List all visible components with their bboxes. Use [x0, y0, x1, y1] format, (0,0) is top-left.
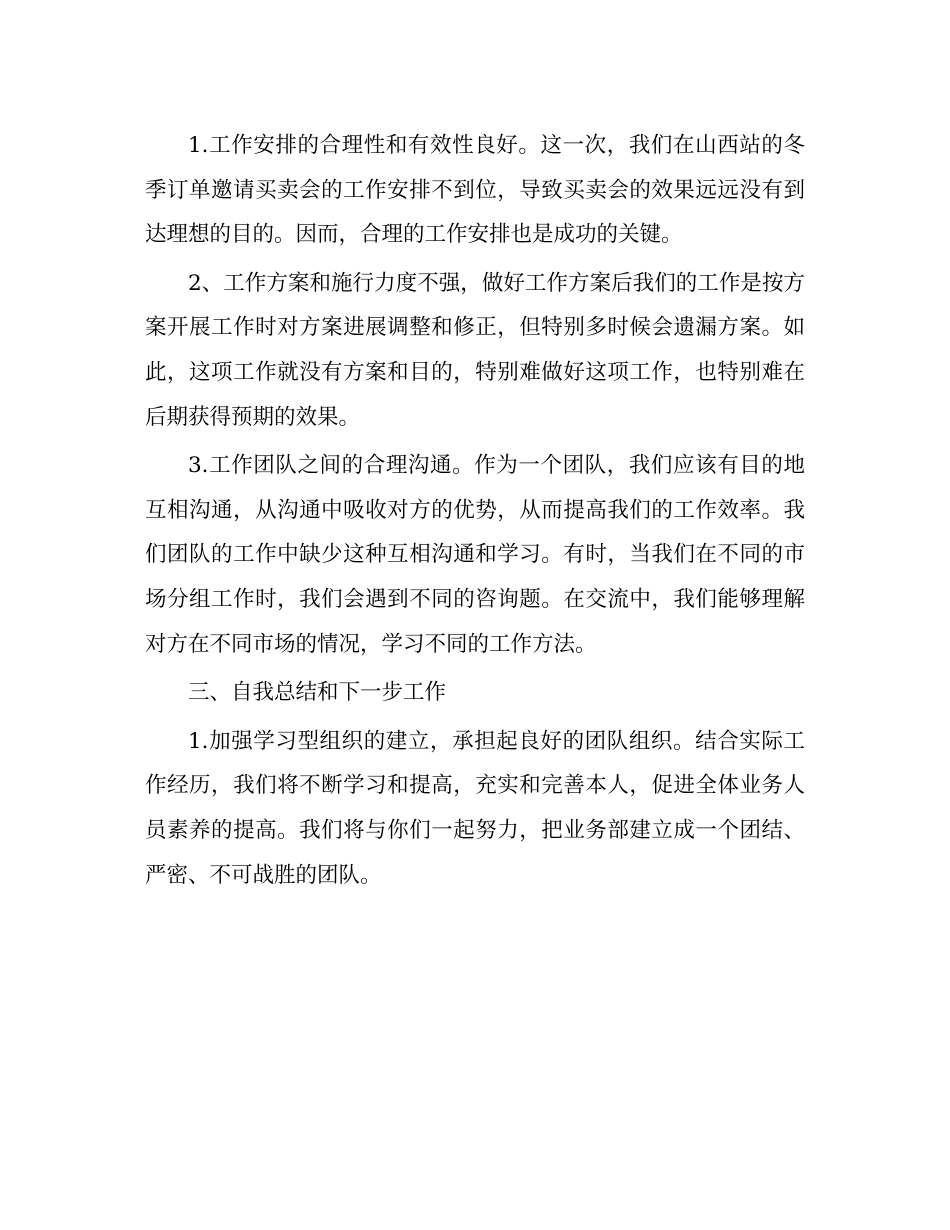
document-body [145, 124, 805, 902]
paragraph-learning-organization: 1.加强学习型组织的建立，承担起良好的团队组织。结合实际工作经历，我们将不断学习和提高，充实和完善本人，促进全体业务人员素养的提高。我们将与你们一起努力，把业务部建立成一个团结、严密、不可战胜的团队。 [145, 728, 805, 888]
paragraph-work-arrangement: 1.工作安排的合理性和有效性良好。这一次，我们在山西站的冬季订单邀请买卖会的工作安排不到位，导致买卖会的效果远远没有到达理想的目的。因而，合理的工作安排也是成功的关键。 [145, 133, 805, 248]
paragraph-work-plan: 2、工作方案和施行力度不强，做好工作方案后我们的工作是按方案开展工作时对方案进展调整和修正，但特别多时候会遗漏方案。如此，这项工作就没有方案和目的，特别难做好这项工作，也特别难在后期获得预期的效果。 [145, 270, 805, 430]
section-heading-self-summary: 三、自我总结和下一步工作 [188, 680, 447, 706]
paragraph-team-communication: 3.工作团队之间的合理沟通。作为一个团队，我们应该有目的地互相沟通，从沟通中吸收对方的优势，从而提高我们的工作效率。我们团队的工作中缺少这种互相沟通和学习。有时，当我们在不同的市场分组工作时，我们会遇到不同的咨询题。在交流中，我们能够理解对方在不同市场的情况，学习不同的工作方法。 [145, 453, 805, 657]
